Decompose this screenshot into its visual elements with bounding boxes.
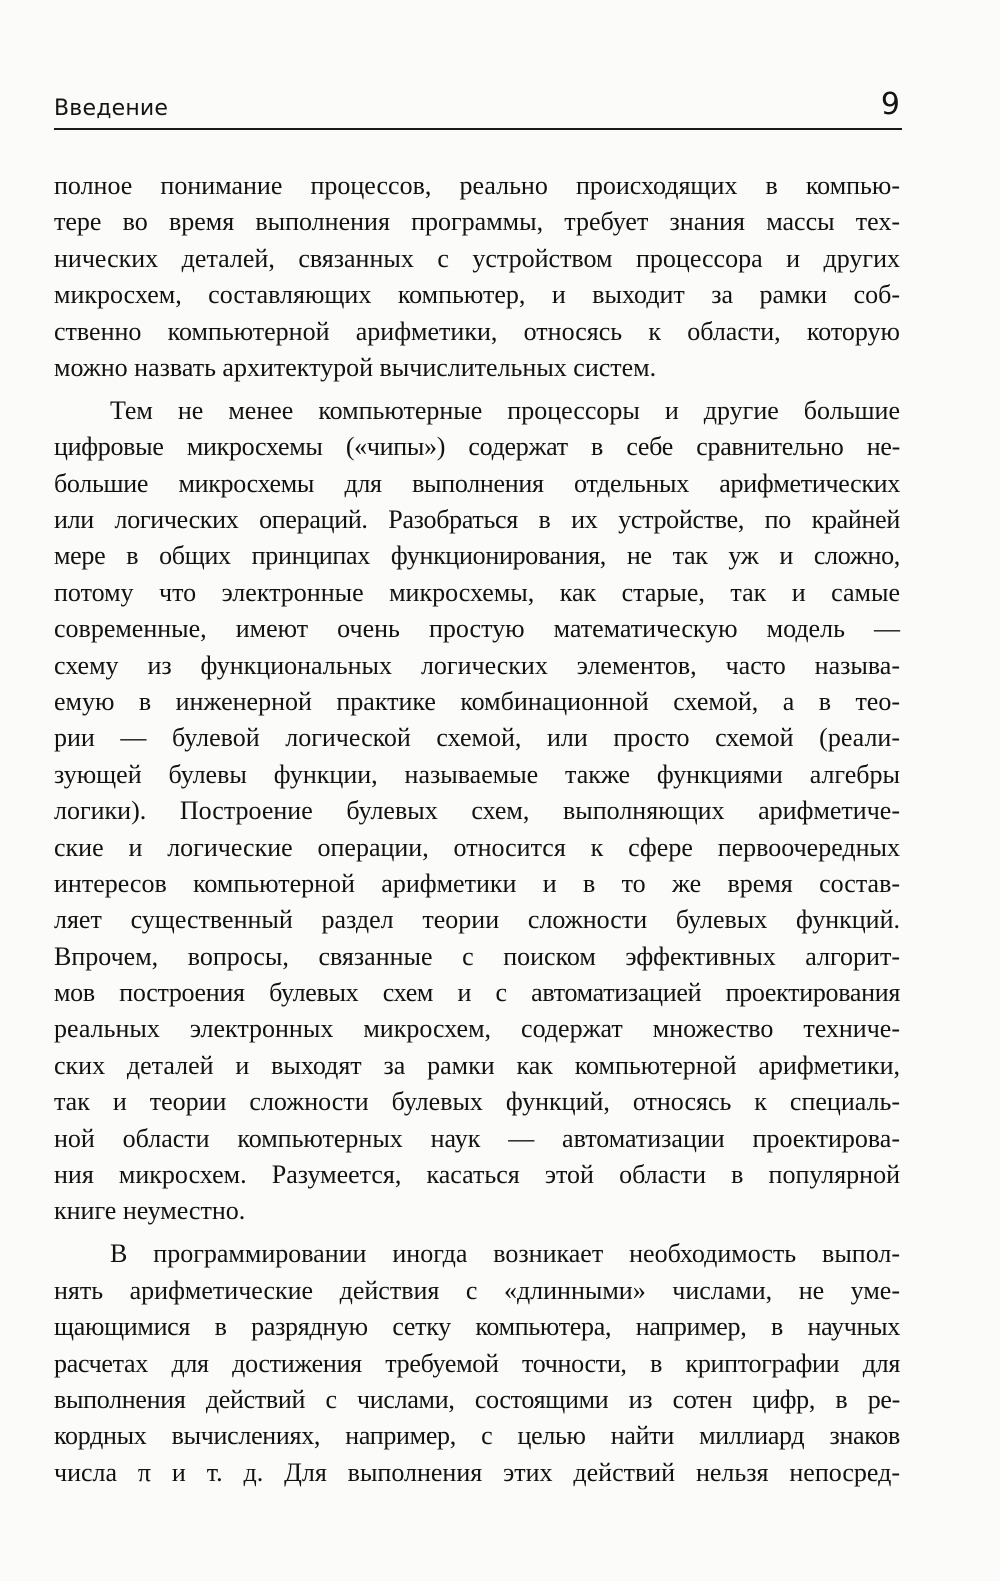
text-line: нять арифметические действия с «длинными» числами, не уме- — [54, 1275, 900, 1305]
text-line: мов построения булевых схем и с автоматизацией проектирования — [54, 978, 900, 1008]
text-line: книге неуместно. — [54, 1196, 246, 1226]
text-line: микросхем, составляющих компьютер, и выходит за рамки соб- — [54, 280, 900, 310]
paragraph — [54, 393, 900, 1230]
text-line: схему из функциональных логических элементов, часто называ- — [54, 650, 900, 680]
text-line: Тем не менее компьютерные процессоры и другие большие — [110, 395, 900, 425]
text-line: ских деталей и выходят за рамки как компьютерной арифметики, — [54, 1050, 900, 1080]
text-line: мере в общих принципах функционирования, не так уж и сложно, — [54, 541, 900, 571]
body-text — [54, 168, 900, 1498]
text-line: ляет существенный раздел теории сложности булевых функций. — [54, 905, 900, 935]
text-line: рии — булевой логической схемой, или просто схемой (реали- — [54, 723, 900, 753]
text-line: ственно компьютерной арифметики, относясь к области, которую — [54, 316, 900, 346]
text-line: емую в инженерной практике комбинационной схемой, а в тео- — [54, 686, 900, 716]
text-line: ния микросхем. Разумеется, касаться этой области в популярной — [54, 1160, 900, 1190]
text-line: кордных вычислениях, например, с целью найти миллиард знаков — [54, 1421, 900, 1451]
text-line: реальных электронных микросхем, содержат множество техниче- — [54, 1014, 900, 1044]
text-line: цифровые микросхемы («чипы») содержат в себе сравнительно не- — [54, 432, 900, 462]
text-line: Впрочем, вопросы, связанные с поиском эффективных алгорит- — [54, 941, 900, 971]
paragraph — [54, 1236, 900, 1491]
text-line: интересов компьютерной арифметики и в то же время состав- — [54, 868, 900, 898]
text-line: можно назвать архитектурой вычислительных систем. — [54, 352, 657, 382]
text-line: ские и логические операции, относится к сфере первоочередных — [54, 832, 900, 862]
paragraph — [54, 168, 900, 386]
page-number: 9 — [880, 87, 900, 122]
running-header — [54, 88, 902, 130]
text-line: расчетах для достижения требуемой точности, в криптографии для — [54, 1348, 900, 1378]
text-line: или логических операций. Разобраться в их устройстве, по крайней — [54, 505, 900, 535]
text-line: зующей булевы функции, называемые также функциями алгебры — [54, 759, 900, 789]
text-line: так и теории сложности булевых функций, относясь к специаль- — [54, 1087, 900, 1117]
text-line: потому что электронные микросхемы, как старые, так и самые — [54, 577, 900, 607]
section-title: Введение — [54, 96, 169, 121]
text-line: выполнения действий с числами, состоящими из сотен цифр, в ре- — [54, 1384, 900, 1414]
text-line: щающимися в разрядную сетку компьютера, например, в научных — [54, 1312, 900, 1342]
text-line: полное понимание процессов, реально происходящих в компью- — [54, 171, 900, 200]
text-line: ной области компьютерных наук — автоматизации проектирова- — [54, 1123, 900, 1153]
text-line: числа π и т. д. Для выполнения этих действий нельзя непосред- — [54, 1457, 900, 1487]
text-line: большие микросхемы для выполнения отдельных арифметических — [54, 468, 900, 498]
text-line: тере во время выполнения программы, требует знания массы тех- — [54, 207, 900, 237]
text-line: логики). Построение булевых схем, выполняющих арифметиче- — [54, 796, 900, 826]
text-line: В программировании иногда возникает необходимость выпол- — [110, 1239, 900, 1269]
text-line: современные, имеют очень простую математическую модель — — [54, 614, 900, 644]
text-line: нических деталей, связанных с устройством процессора и других — [54, 243, 900, 273]
